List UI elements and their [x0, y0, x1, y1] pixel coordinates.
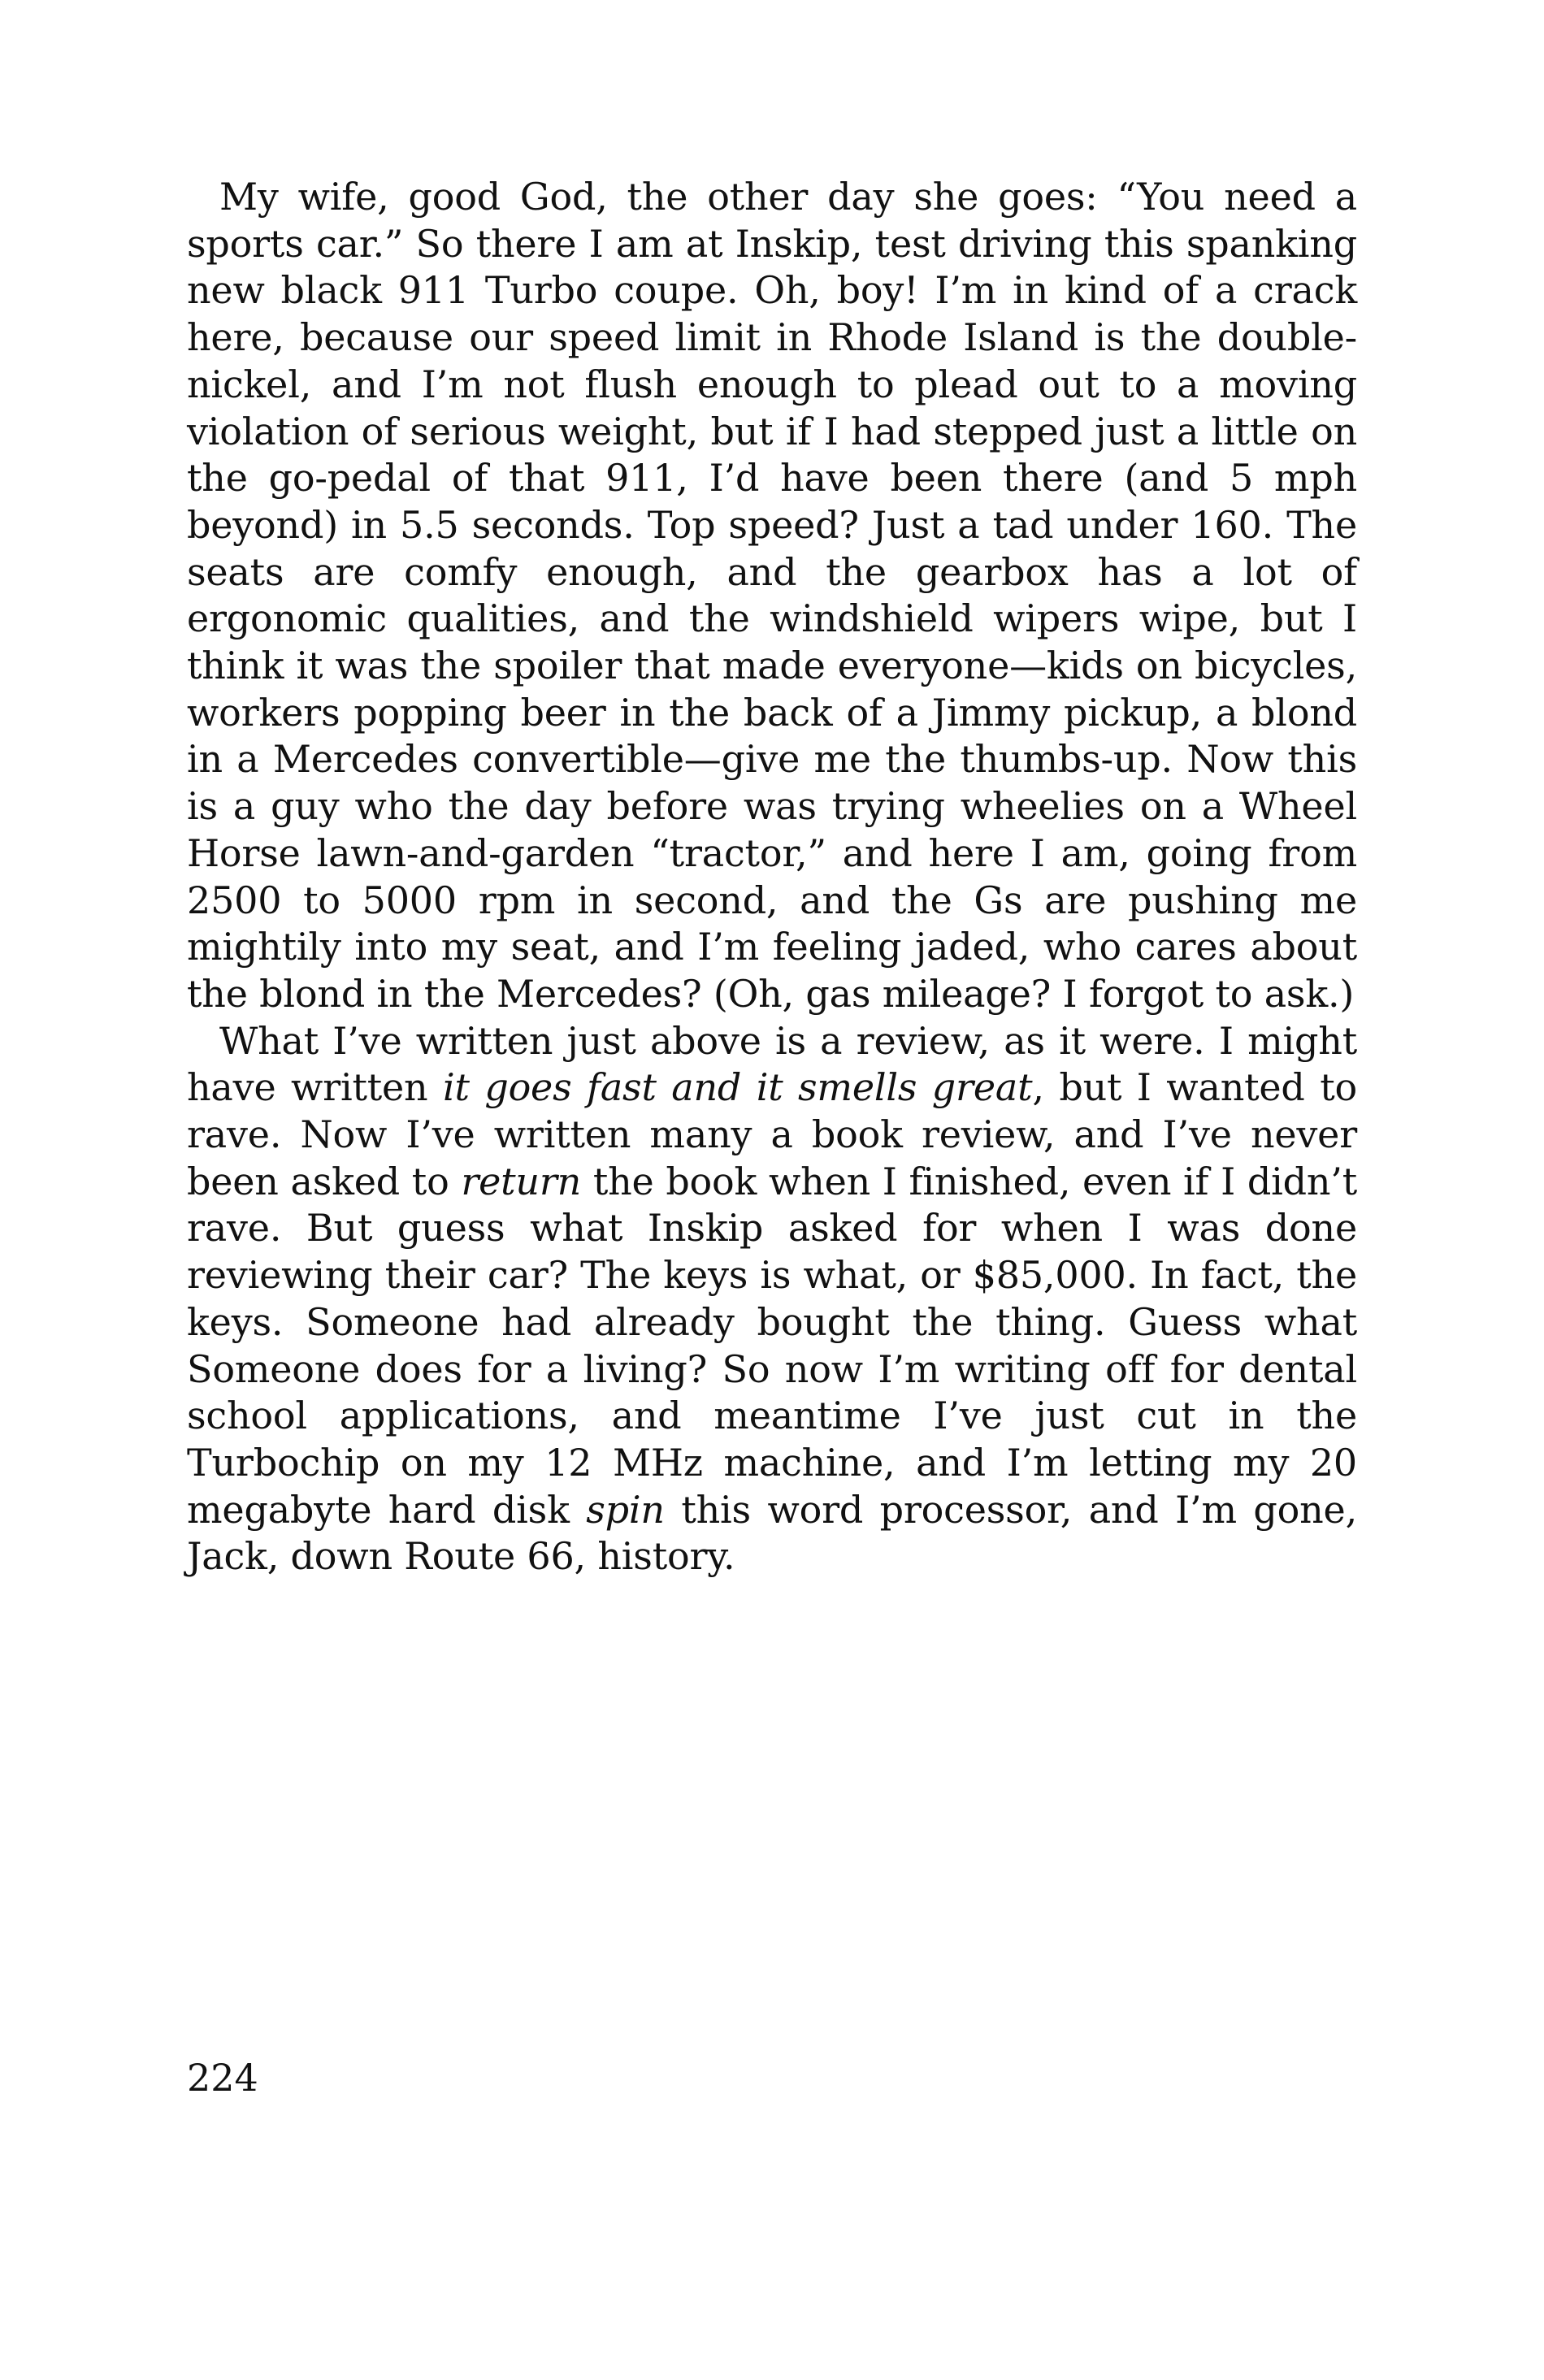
body-text	[187, 174, 1357, 1580]
paragraph-review	[187, 1018, 1357, 1580]
paragraph-sports-car: My wife, good God, the other day she goes: “You need a sports car.” So there I am at Inskip, test driving this spanking new black 911 Turbo coupe. Oh, boy! I’m in kind of a crack here, because our speed limit in Rhode Island is the double-nickel, and I’m not flush enough to plead out to a moving violation of serious weight, but if I had stepped just a little on the go-pedal of that 911, I’d have been there (and 5 mph beyond) in 5.5 seconds. Top speed? Just a tad under 160. The seats are comfy enough, and the gearbox has a lot of ergonomic qualities, and the windshield wipers wipe, but I think it was the spoiler that made everyone—kids on bicycles, workers popping beer in the back of a Jimmy pickup, a blond in a Mercedes convertible—give me the thumbs-up. Now this is a guy who the day before was trying wheelies on a Wheel Horse lawn-and-garden “tractor,” and here I am, going from 2500 to 5000 rpm in second, and the Gs are pushing me mightily into my seat, and I’m feeling jaded, who cares about the blond in the Mercedes? (Oh, gas mileage? I forgot to ask.)	[187, 175, 1357, 1016]
paragraph-review-part-g: this word processor, and I’m gone, Jack, down Route 66, history.	[187, 1487, 1357, 1579]
italic-word-spin: spin	[586, 1487, 665, 1532]
italic-phrase-goes-fast: it goes fast and it smells great	[443, 1065, 1033, 1110]
paragraph-review-part-e: the book when I finished, even if I didn’t rave. But guess what Inskip asked for when I was done reviewing their car? The keys is what, or $85,000. In fact, the keys. Someone had already bought the thing. Guess what Someone does for a living? So now I’m writing off for dental school applications, and meantime I’ve just cut in the Turbochip on my 12 MHz machine, and I’m letting my 20 megabyte hard disk	[187, 1159, 1357, 1532]
paragraph-review-part-a: What I’ve written just above is a review, as it were. I might have written	[187, 1018, 1357, 1110]
italic-word-return: return	[461, 1159, 582, 1203]
page-number: 224	[187, 2056, 258, 2100]
paragraph-review-part-c: , but I wanted to rave. Now I’ve written many a book review, and I’ve never been asked to	[187, 1065, 1357, 1203]
